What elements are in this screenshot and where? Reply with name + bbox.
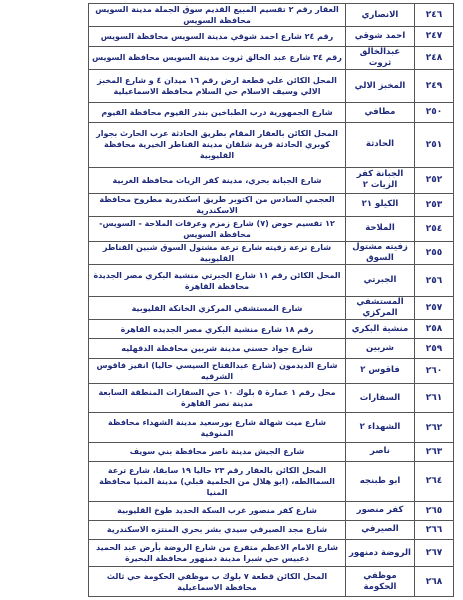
branch-name: الانصاري bbox=[346, 4, 415, 27]
row-number: ٢٥٧ bbox=[415, 296, 454, 319]
table-row bbox=[89, 501, 454, 520]
branch-address: شارع كفر منصور غرب السكة الحديد طوخ القليوبية bbox=[89, 501, 346, 520]
table-row bbox=[89, 69, 454, 102]
branch-address: المحل الكائن بالعقار رقم ٢٣ حاليا ١٩ سابقا، شارع ترعة السماالطه، (ابو هلال من الحلمية قبلي) مدينة المنيا محافظة المنيا bbox=[89, 462, 346, 502]
table-row bbox=[89, 384, 454, 413]
branch-name: عبدالخالق ثروت bbox=[346, 46, 415, 69]
row-number: ٢٦٠ bbox=[415, 358, 454, 383]
table-row bbox=[89, 320, 454, 339]
table-row bbox=[89, 27, 454, 46]
branch-name: مطافي bbox=[346, 103, 415, 122]
branch-address: شارع الجيش مدينة ناصر محافظة بني سويف bbox=[89, 442, 346, 461]
branch-address: شارع الامام الاعظم متفرع من شارع الروضة بأرض عبد الحميد دعبيس حي شبرا مدينة دمنهور محافظة البحيرة bbox=[89, 540, 346, 567]
branch-name: الكيلو ٢١ bbox=[346, 193, 415, 216]
branch-name: الشهداء ٢ bbox=[346, 413, 415, 442]
branch-address: شارع المستشفي المركزي الخانكة القليوبية bbox=[89, 296, 346, 319]
branch-name: الملاحة bbox=[346, 216, 415, 241]
table-row bbox=[89, 442, 454, 461]
table-row bbox=[89, 168, 454, 193]
row-number: ٢٦٦ bbox=[415, 520, 454, 539]
branch-name: الروضة دمنهور bbox=[346, 540, 415, 567]
row-number: ٢٥٤ bbox=[415, 216, 454, 241]
branch-address: رقم ٢٤ شارع احمد شوقي مدينة السويس محافظة السويس bbox=[89, 27, 346, 46]
branch-address: المحل الكائن رقم ١١ شارع الجبرتي منشية البكري مصر الجديدة محافظة القاهرة bbox=[89, 265, 346, 296]
branch-name: الجبرتي bbox=[346, 265, 415, 296]
row-number: ٢٦٤ bbox=[415, 462, 454, 502]
table-row bbox=[89, 413, 454, 442]
row-number: ٢٥٩ bbox=[415, 339, 454, 358]
branch-name: الجبانة كفر الزيات ٢ bbox=[346, 168, 415, 193]
table-row bbox=[89, 242, 454, 265]
branch-address: المحل الكائن قطعة ٧ بلوك ب موظفي الحكومة حي ثالث محافظة الاسماعيلية bbox=[89, 567, 346, 597]
row-number: ٢٤٧ bbox=[415, 27, 454, 46]
table-row bbox=[89, 296, 454, 319]
row-number: ٢٥٣ bbox=[415, 193, 454, 216]
branch-address: شارع مجد الصيرفي سيدي بشر بحري المنتزه الاسكندرية bbox=[89, 520, 346, 539]
row-number: ٢٤٦ bbox=[415, 4, 454, 27]
row-number: ٢٦٧ bbox=[415, 540, 454, 567]
branch-address: رقم ٣٤ شارع عبد الخالق ثروت مدينة السويس محافظة السويس bbox=[89, 46, 346, 69]
table-row bbox=[89, 4, 454, 27]
branch-address: العقار رقم ٢ تقسيم المبيع القديم سوق الجملة مدينة السويس محافظة السويس bbox=[89, 4, 346, 27]
branch-address: شارع الجبانة بحري، مدينة كفر الزيات محافظة الغربية bbox=[89, 168, 346, 193]
branch-name: ابو طبنجه bbox=[346, 462, 415, 502]
branch-address: شارع ميت شهالة شارع بورسعيد مدينة الشهداء محافظة المنوفية bbox=[89, 413, 346, 442]
branch-name: ناصر bbox=[346, 442, 415, 461]
table-row bbox=[89, 567, 454, 597]
row-number: ٢٥٦ bbox=[415, 265, 454, 296]
table-row bbox=[89, 540, 454, 567]
branch-address: المحل الكائن علي قطعة ارض رقم ١٦ ميدان ٤ و شارع المخبز الالي وسيف الاسلام حي السلام محافظة الاسماعيلية bbox=[89, 69, 346, 102]
row-number: ٢٤٩ bbox=[415, 69, 454, 102]
branch-address: ١٢ تقسيم حوض (٧) شارع زمزم وعرفات الملاحة - السويس- محافظة السويس bbox=[89, 216, 346, 241]
branch-address: محل رقم ١ عمارة ٥ بلوك ١٠ حي السفارات المنطقة السابعة مدينة نصر القاهرة bbox=[89, 384, 346, 413]
branch-name: الحادثة bbox=[346, 122, 415, 168]
branches-table-body bbox=[89, 4, 454, 597]
branch-address: شارع الديدمون (شارع عبدالفتاح السيسي حاليا) انفيز فاقوس الشرقيه bbox=[89, 358, 346, 383]
branches-table bbox=[88, 3, 454, 597]
branch-name: الصيرفي bbox=[346, 520, 415, 539]
branch-name: زفيته مشتول السوق bbox=[346, 242, 415, 265]
branch-name: كفر منصور bbox=[346, 501, 415, 520]
table-row bbox=[89, 339, 454, 358]
row-number: ٢٥٠ bbox=[415, 103, 454, 122]
table-row bbox=[89, 358, 454, 383]
row-number: ٢٦٣ bbox=[415, 442, 454, 461]
branch-name: المخبز الالي bbox=[346, 69, 415, 102]
row-number: ٢٦٨ bbox=[415, 567, 454, 597]
row-number: ٢٥٥ bbox=[415, 242, 454, 265]
branch-name: السفارات bbox=[346, 384, 415, 413]
branch-address: المحل الكائن بالعقار المقام بطريق الحادثة عرب الحارث بجوار كوبري الحادثة قرية شلقان مدينة القناطر الخيرية محافظة القليوبية bbox=[89, 122, 346, 168]
branch-address: شارع الجمهورية درب الطباخين بندر الفيوم محافظة الفيوم bbox=[89, 103, 346, 122]
branch-address: شارع جواد حسني مدينة شربين محافظة الدقهليه bbox=[89, 339, 346, 358]
table-row bbox=[89, 122, 454, 168]
row-number: ٢٦٢ bbox=[415, 413, 454, 442]
table-row bbox=[89, 462, 454, 502]
branch-address: شارع ترعة زفيته شارع ترعة مشتول السوق شبين القناطر القليوبية bbox=[89, 242, 346, 265]
row-number: ٢٦٥ bbox=[415, 501, 454, 520]
table-row bbox=[89, 103, 454, 122]
branch-name: موظفي الحكومة bbox=[346, 567, 415, 597]
row-number: ٢٥٢ bbox=[415, 168, 454, 193]
branch-address: العجمي السادس من اكتوبر طريق اسكندرية مطروح محافظة الاسكندرية bbox=[89, 193, 346, 216]
row-number: ٢٥٨ bbox=[415, 320, 454, 339]
table-row bbox=[89, 265, 454, 296]
table-row bbox=[89, 46, 454, 69]
branch-name: المستشفي المركزي bbox=[346, 296, 415, 319]
row-number: ٢٥١ bbox=[415, 122, 454, 168]
table-row bbox=[89, 193, 454, 216]
branch-name: فاقوس ٢ bbox=[346, 358, 415, 383]
row-number: ٢٦١ bbox=[415, 384, 454, 413]
table-row bbox=[89, 520, 454, 539]
branch-name: شربين bbox=[346, 339, 415, 358]
branch-name: منشية البكري bbox=[346, 320, 415, 339]
branch-name: احمد شوقي bbox=[346, 27, 415, 46]
branch-address: رقم ١٨ شارع منشية البكري مصر الجديده القاهرة bbox=[89, 320, 346, 339]
table-row bbox=[89, 216, 454, 241]
row-number: ٢٤٨ bbox=[415, 46, 454, 69]
